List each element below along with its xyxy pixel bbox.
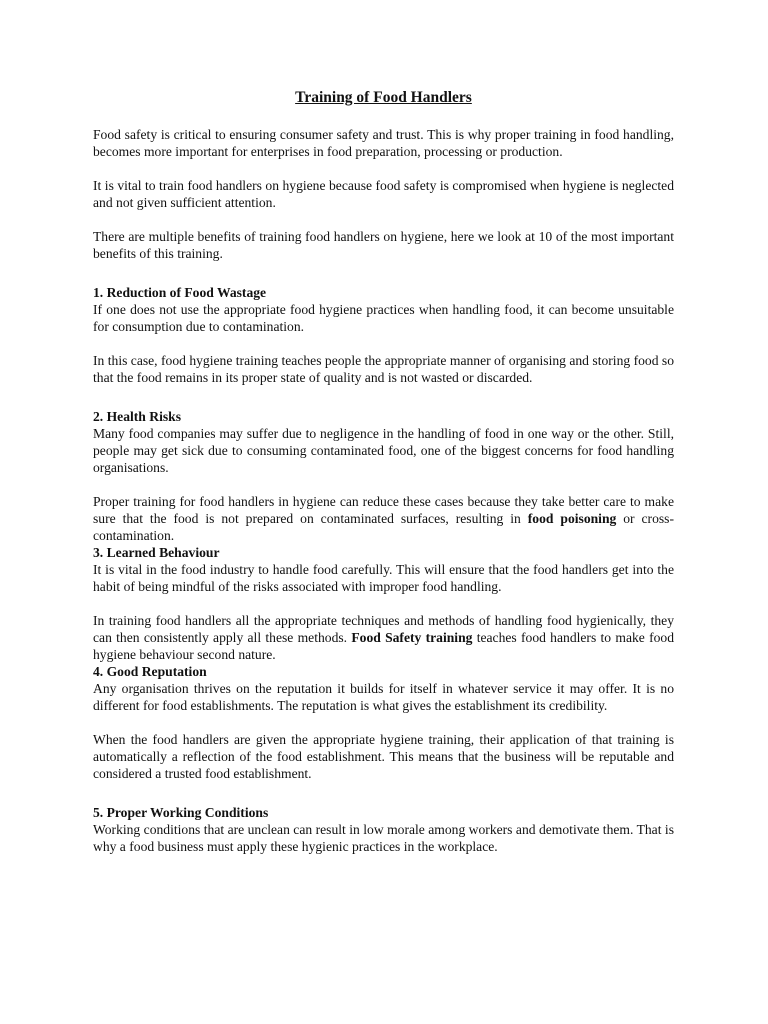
section-heading-1: 1. Reduction of Food Wastage <box>93 285 267 300</box>
intro-paragraph-1: Food safety is critical to ensuring consumer safety and trust. This is why proper training in food handling, becomes more important for enterprises in food preparation, processing or production. <box>93 127 674 159</box>
section-4-paragraph-2: When the food handlers are given the appropriate hygiene training, their application of that training is automatically a reflection of the food establishment. This means that the business will be reputable and considered a trusted food establishment. <box>93 732 674 781</box>
section-2-text-b: or cross-contamination. <box>93 511 674 543</box>
page-title: Training of Food Handlers <box>295 89 472 106</box>
section-3-paragraph-2 <box>93 612 674 663</box>
section-3-text-a: In training food handlers all the appropriate techniques and methods of handling food hygienically, they can then consistently apply all these methods. <box>93 613 674 645</box>
section-4-paragraph-1: Any organisation thrives on the reputation it builds for itself in whatever service it may offer. It is no different for food establishments. The reputation is what gives the establishment its credibility. <box>93 681 674 713</box>
section-heading-5: 5. Proper Working Conditions <box>93 805 269 820</box>
section-5-paragraph-1: Working conditions that are unclean can result in low morale among workers and demotivate them. That is why a food business must apply these hygienic practices in the workplace. <box>93 822 674 854</box>
section-3-text-b: teaches food handlers to make food hygiene behaviour second nature. <box>93 630 674 662</box>
intro-paragraph-2: It is vital to train food handlers on hygiene because food safety is compromised when hygiene is neglected and not given sufficient attention. <box>93 178 674 210</box>
section-1-paragraph-1: If one does not use the appropriate food hygiene practices when handling food, it can become unsuitable for consumption due to contamination. <box>93 302 674 334</box>
section-heading-2: 2. Health Risks <box>93 409 181 424</box>
section-heading-4: 4. Good Reputation <box>93 664 207 679</box>
food-poisoning-emphasis: food poisoning <box>527 511 617 526</box>
food-safety-training-emphasis: Food Safety training <box>351 630 473 645</box>
section-1-paragraph-2: In this case, food hygiene training teaches people the appropriate manner of organising and storing food so that the food remains in its proper state of quality and is not wasted or discarded. <box>93 353 674 385</box>
section-2-text-a: Proper training for food handlers in hygiene can reduce these cases because they take better care to make sure that the food is not prepared on contaminated surfaces, resulting in <box>93 494 674 526</box>
intro-paragraph-3: There are multiple benefits of training food handlers on hygiene, here we look at 10 of the most important benefits of this training. <box>93 229 674 261</box>
section-3-paragraph-1: It is vital in the food industry to handle food carefully. This will ensure that the food handlers get into the habit of being mindful of the risks associated with improper food handling. <box>93 562 674 594</box>
section-2-paragraph-1: Many food companies may suffer due to negligence in the handling of food in one way or the other. Still, people may get sick due to consuming contaminated food, one of the biggest concerns for food handling organisations. <box>93 426 674 475</box>
section-heading-3: 3. Learned Behaviour <box>93 545 220 560</box>
section-2-paragraph-2 <box>93 493 674 544</box>
